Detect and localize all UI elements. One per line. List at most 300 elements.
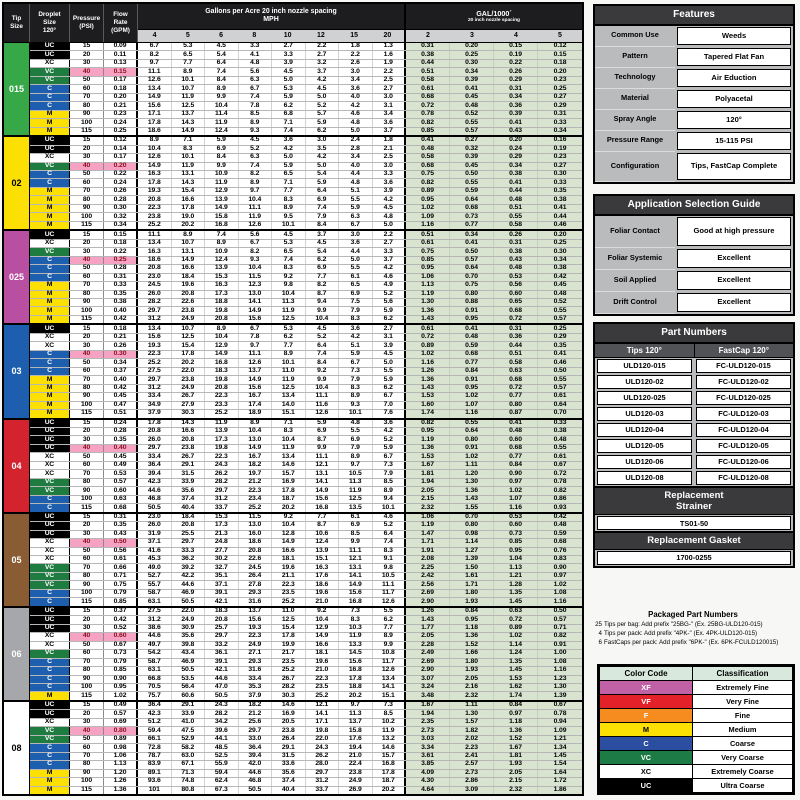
gal-value-cell: 2.32 — [494, 787, 538, 794]
gpa-value-cell: 31.2 — [138, 316, 172, 323]
gpa-value-cell: 11.1 — [239, 351, 273, 358]
gal-value-cell: 2.69 — [406, 590, 450, 597]
droplet-class-cell: UC — [30, 608, 70, 615]
feature-row — [595, 68, 793, 89]
gpa-value-cell: 22.3 — [272, 581, 306, 588]
pressure-cell: 60 — [70, 744, 104, 751]
application-row — [595, 292, 793, 314]
gpa-value-cell: 7.6 — [373, 410, 407, 417]
gpa-value-cell: 4.9 — [373, 282, 407, 289]
gpa-value-cell: 23.8 — [339, 770, 373, 777]
droplet-class-cell: XC — [30, 556, 70, 563]
gal-value-cell: 0.29 — [538, 102, 582, 109]
gal-value-cell: 1.39 — [450, 556, 494, 563]
gpa-value-cell: 42.0 — [239, 761, 273, 768]
droplet-class-cell: C — [30, 368, 70, 375]
gpa-value-cell: 9.3 — [239, 257, 273, 264]
pressure-cell: 20 — [70, 51, 104, 58]
gpa-value-cell: 11.1 — [239, 205, 273, 212]
gpa-value-cell: 17.8 — [138, 119, 172, 126]
gal-value-cell: 0.64 — [538, 402, 582, 409]
rate-row — [30, 178, 582, 186]
gpa-value-cell: 35.1 — [205, 573, 239, 580]
gal-value-cell: 0.84 — [494, 702, 538, 709]
gpa-value-cell: 16.0 — [239, 531, 273, 538]
gpa-value-cell: 40.4 — [172, 504, 206, 511]
gpa-value-cell: 47.5 — [172, 727, 206, 734]
gal-value-cell: 0.50 — [538, 368, 582, 375]
gpa-value-cell: 74.8 — [172, 778, 206, 785]
droplet-class-cell: M — [30, 128, 70, 135]
droplet-class-cell: M — [30, 111, 70, 118]
tip-part-number: ULD120-05 — [597, 439, 692, 453]
gpa-value-cell: 42.1 — [205, 667, 239, 674]
gal-value-cell: 0.95 — [494, 548, 538, 555]
gpa-value-cell: 23.5 — [306, 684, 340, 691]
gpa-value-cell: 25.6 — [239, 719, 273, 726]
gal-value-cell: 0.25 — [538, 240, 582, 247]
pressure-cell: 100 — [70, 307, 104, 314]
gpa-value-cell: 4.2 — [339, 102, 373, 109]
gpa-value-cell: 4.8 — [239, 60, 273, 67]
flow-rate-cell: 0.56 — [104, 548, 138, 555]
gpa-value-cell: 13.7 — [239, 368, 273, 375]
gpa-value-cell: 31.6 — [239, 667, 273, 674]
feature-label: Configuration — [595, 152, 675, 182]
gpa-value-cell: 6.5 — [272, 171, 306, 178]
gpa-value-cell: 13.0 — [239, 291, 273, 298]
gpa-value-cell: 33.2 — [205, 642, 239, 649]
gpa-value-cell: 42.1 — [205, 598, 239, 605]
gpa-value-cell: 5.0 — [306, 94, 340, 101]
gpa-value-cell: 28.2 — [272, 684, 306, 691]
gpa-value-cell: 5.1 — [339, 342, 373, 349]
gpa-value-cell: 11.9 — [205, 119, 239, 126]
gpa-value-cell: 6.7 — [239, 240, 273, 247]
gpa-value-cell: 18.3 — [205, 608, 239, 615]
gpa-value-cell: 13.9 — [205, 428, 239, 435]
gpa-value-cell: 14.9 — [272, 539, 306, 546]
gpa-value-cell: 3.9 — [272, 60, 306, 67]
gal-value-cell: 2.32 — [406, 504, 450, 511]
gpa-value-cell: 29.7 — [138, 445, 172, 452]
flow-rate-cell: 0.79 — [104, 590, 138, 597]
gal-value-cell: 3.48 — [406, 692, 450, 699]
gpa-value-cell: 3.3 — [272, 51, 306, 58]
gal-value-cell: 1.19 — [406, 522, 450, 529]
gpa-value-cell: 44.6 — [172, 581, 206, 588]
gal-value-cell: 1.54 — [538, 761, 582, 768]
gpa-value-cell: 8.4 — [306, 359, 340, 366]
feature-value: Tapered Flat Fan — [677, 48, 791, 66]
gal-value-cell: 1.06 — [406, 274, 450, 281]
rate-row — [30, 658, 582, 666]
gpa-value-cell: 19.6 — [306, 659, 340, 666]
flow-rate-cell: 0.37 — [104, 368, 138, 375]
rate-row — [30, 367, 582, 375]
flow-rate-cell: 0.34 — [104, 359, 138, 366]
gpa-value-cell: 9.5 — [272, 213, 306, 220]
rate-row — [30, 589, 582, 597]
gpa-value-cell: 8.2 — [138, 51, 172, 58]
droplet-class-cell: UC — [30, 616, 70, 623]
gal-value-cell: 0.61 — [406, 240, 450, 247]
gal-value-cell: 0.31 — [494, 240, 538, 247]
gpa-value-cell: 36.1 — [205, 650, 239, 657]
gpa-value-cell: 11.1 — [306, 393, 340, 400]
gal-value-cell: 1.52 — [494, 736, 538, 743]
gal-value-cell: 0.84 — [450, 608, 494, 615]
gpa-value-cell: 5.9 — [373, 445, 407, 452]
gpa-value-cell: 19.8 — [205, 445, 239, 452]
gpa-value-cell: 5.9 — [306, 119, 340, 126]
rate-row — [30, 503, 582, 511]
gpa-value-cell: 18.8 — [205, 299, 239, 306]
feature-label: Common Use — [595, 26, 675, 47]
flow-rate-cell: 0.21 — [104, 102, 138, 109]
gal-value-cell: 0.36 — [494, 102, 538, 109]
gpa-value-cell: 33.7 — [205, 504, 239, 511]
gpa-value-cell: 8.9 — [205, 240, 239, 247]
gpa-value-cell: 23.8 — [172, 376, 206, 383]
gpa-value-cell: 5.9 — [272, 163, 306, 170]
pressure-cell: 100 — [70, 402, 104, 409]
gpa-value-cell: 30.2 — [205, 556, 239, 563]
gpa-value-cell: 7.3 — [339, 368, 373, 375]
gpa-value-cell: 4.2 — [306, 77, 340, 84]
droplet-class-cell: M — [30, 205, 70, 212]
droplet-class-cell: M — [30, 385, 70, 392]
gpa-value-cell: 18.1 — [272, 556, 306, 563]
gpa-value-cell: 8.3 — [172, 146, 206, 153]
gpa-value-cell: 14.1 — [239, 299, 273, 306]
gpa-value-cell: 3.6 — [339, 85, 373, 92]
gpa-value-cell: 27.1 — [239, 650, 273, 657]
gal-value-cell: 1.62 — [494, 684, 538, 691]
gal-value-cell: 0.67 — [538, 702, 582, 709]
gal-value-cell: 2.57 — [450, 761, 494, 768]
flow-rate-cell: 0.18 — [104, 85, 138, 92]
gpa-value-cell: 15.6 — [138, 102, 172, 109]
rate-row — [30, 478, 582, 486]
pressure-cell: 80 — [70, 385, 104, 392]
gal-value-cell: 0.19 — [538, 146, 582, 153]
gpa-value-cell: 35.6 — [272, 770, 306, 777]
rate-row — [30, 101, 582, 109]
gpa-value-cell: 20.8 — [138, 265, 172, 272]
rate-row — [30, 743, 582, 751]
droplet-class-cell: C — [30, 171, 70, 178]
gal-value-cell: 0.55 — [494, 213, 538, 220]
tip-section-rows — [30, 231, 582, 323]
mph-column-label: 8 — [252, 32, 257, 39]
gal-value-cell: 1.61 — [450, 573, 494, 580]
gpa-value-cell: 42.3 — [138, 479, 172, 486]
rate-row — [30, 675, 582, 683]
droplet-class-cell: VC — [30, 581, 70, 588]
gal-value-cell: 0.97 — [494, 479, 538, 486]
droplet-class-cell: VC — [30, 564, 70, 571]
gpa-value-cell: 14.9 — [339, 581, 373, 588]
gpa-value-cell: 21.7 — [272, 650, 306, 657]
flow-rate-cell: 0.35 — [104, 522, 138, 529]
gpa-value-cell: 18.2 — [239, 462, 273, 469]
gpa-value-cell: 17.6 — [339, 736, 373, 743]
gpa-value-cell: 46.9 — [172, 590, 206, 597]
gpa-value-cell: 39.4 — [138, 470, 172, 477]
gal-value-cell: 1.71 — [450, 581, 494, 588]
gpa-value-cell: 14.1 — [306, 710, 340, 717]
gal-value-cell: 0.51 — [406, 231, 450, 238]
fastcap-part-number: FC-ULD120-05 — [696, 439, 791, 453]
gpa-value-cell: 11.9 — [172, 94, 206, 101]
gal-value-cell: 0.43 — [494, 257, 538, 264]
tip-size-tab: 025 — [4, 231, 30, 323]
gpa-value-cell: 18.3 — [205, 368, 239, 375]
gpa-value-cell: 6.4 — [373, 531, 407, 538]
rate-row — [30, 162, 582, 170]
gpa-value-cell: 10.1 — [373, 504, 407, 511]
gpa-value-cell: 6.5 — [272, 248, 306, 255]
gal-value-cell: 1.93 — [494, 761, 538, 768]
gpa-value-cell: 7.0 — [373, 402, 407, 409]
gal-value-cell: 0.33 — [538, 179, 582, 186]
gpa-value-cell: 15.6 — [306, 496, 340, 503]
droplet-class-cell: M — [30, 299, 70, 306]
gpa-value-cell: 33.4 — [138, 453, 172, 460]
gpa-value-cell: 11.9 — [205, 179, 239, 186]
gal-value-cell: 0.80 — [450, 522, 494, 529]
gal-value-cell: 1.36 — [406, 445, 450, 452]
gal-value-cell: 0.95 — [406, 265, 450, 272]
feature-value: Tips, FastCap Complete — [677, 153, 791, 180]
gal-value-cell: 1.80 — [450, 659, 494, 666]
pressure-cell: 115 — [70, 222, 104, 229]
gpa-value-cell: 7.9 — [306, 213, 340, 220]
gpa-value-cell: 16.3 — [138, 248, 172, 255]
tip-section — [4, 135, 582, 229]
gpa-value-cell: 8.2 — [306, 282, 340, 289]
gal-value-cell: 0.63 — [494, 368, 538, 375]
gpa-value-cell: 60.6 — [172, 692, 206, 699]
gpa-value-cell: 11.6 — [306, 402, 340, 409]
gal-value-cell: 4.30 — [406, 778, 450, 785]
droplet-class-cell: C — [30, 102, 70, 109]
pressure-cell: 60 — [70, 85, 104, 92]
header-line: Flow — [113, 11, 128, 19]
flow-rate-cell: 0.95 — [104, 684, 138, 691]
gpa-value-cell: 44.6 — [205, 676, 239, 683]
rate-row — [30, 777, 582, 785]
pressure-cell: 60 — [70, 179, 104, 186]
gal-value-cell: 0.57 — [538, 385, 582, 392]
gpa-value-cell: 7.4 — [306, 205, 340, 212]
rate-row — [30, 555, 582, 563]
gal-value-cell: 0.43 — [494, 128, 538, 135]
gpa-value-cell: 36.4 — [138, 702, 172, 709]
gpa-value-cell: 10.4 — [205, 334, 239, 341]
gpa-value-cell: 23.4 — [239, 496, 273, 503]
gal-value-cell: 1.16 — [406, 359, 450, 366]
gal-value-cell: 0.29 — [494, 154, 538, 161]
rate-row — [30, 495, 582, 503]
tip-part-number: ULD120-06 — [597, 455, 692, 469]
gpa-value-cell: 13.1 — [172, 248, 206, 255]
gpa-value-cell: 8.9 — [339, 453, 373, 460]
gpa-value-cell: 24.5 — [138, 282, 172, 289]
feature-row — [595, 131, 793, 152]
gal-value-cell: 0.75 — [450, 282, 494, 289]
rate-row — [30, 444, 582, 452]
flow-rate-cell: 0.67 — [104, 642, 138, 649]
droplet-class-cell: UC — [30, 428, 70, 435]
gpa-value-cell: 29.3 — [239, 659, 273, 666]
gal-value-cell: 0.77 — [494, 393, 538, 400]
gpa-value-cell: 12.5 — [172, 102, 206, 109]
gpa-value-cell: 10.4 — [239, 196, 273, 203]
gal-value-cell: 1.13 — [406, 282, 450, 289]
gpa-value-cell: 15.6 — [239, 385, 273, 392]
rate-row — [30, 358, 582, 366]
gal-value-cell: 0.27 — [538, 94, 582, 101]
gpa-value-cell: 24.3 — [205, 702, 239, 709]
gal-value-cell: 2.69 — [406, 659, 450, 666]
gal-value-cell: 0.72 — [494, 385, 538, 392]
gpa-value-cell: 7.4 — [205, 231, 239, 238]
gpa-value-cell: 3.0 — [306, 137, 340, 144]
gpa-value-cell: 59.4 — [205, 770, 239, 777]
droplet-class-cell: XC — [30, 548, 70, 555]
gpa-value-cell: 7.4 — [306, 351, 340, 358]
gpa-value-cell: 17.8 — [272, 487, 306, 494]
gpa-value-cell: 12.1 — [339, 556, 373, 563]
packaged-line — [590, 621, 796, 630]
droplet-class-cell: XC — [30, 539, 70, 546]
gpa-value-cell: 4.2 — [272, 146, 306, 153]
gpa-value-cell: 13.9 — [205, 196, 239, 203]
gpa-value-cell: 19.3 — [138, 188, 172, 195]
gal-value-cell: 0.31 — [406, 43, 450, 50]
gpa-value-cell: 101 — [138, 787, 172, 794]
gpa-value-cell: 16.8 — [205, 359, 239, 366]
rate-row — [30, 264, 582, 272]
gpa-value-cell: 14.9 — [138, 163, 172, 170]
gpa-value-cell: 17.4 — [239, 402, 273, 409]
gal-value-cell: 0.46 — [538, 359, 582, 366]
gpa-value-cell: 18.7 — [373, 778, 407, 785]
flow-rate-cell: 0.80 — [104, 727, 138, 734]
pressure-cell: 30 — [70, 154, 104, 161]
gal-value-cell: 0.58 — [406, 77, 450, 84]
gal-value-cell: 0.38 — [538, 428, 582, 435]
gal-value-cell: 0.55 — [450, 420, 494, 427]
gal-value-cell: 1.02 — [406, 205, 450, 212]
gpa-value-cell: 22.3 — [205, 453, 239, 460]
gpa-value-cell: 3.4 — [339, 77, 373, 84]
gpa-value-cell: 5.9 — [205, 137, 239, 144]
gpa-value-cell: 23.8 — [272, 727, 306, 734]
gpa-value-cell: 31.2 — [306, 778, 340, 785]
gpa-value-cell: 5.0 — [339, 128, 373, 135]
tip-section-rows — [30, 420, 582, 512]
rate-row — [30, 735, 582, 743]
gpa-value-cell: 6.4 — [306, 188, 340, 195]
gpa-value-cell: 3.6 — [339, 325, 373, 332]
gal-value-cell: 1.81 — [494, 753, 538, 760]
gpa-value-cell: 22.3 — [239, 633, 273, 640]
gpa-value-cell: 2.7 — [373, 325, 407, 332]
rate-row — [30, 521, 582, 529]
classification-column-header: Classification — [692, 666, 793, 681]
gal-value-cell: 0.93 — [538, 504, 582, 511]
gal-value-cell: 0.19 — [494, 51, 538, 58]
gpa-value-cell: 29.7 — [205, 487, 239, 494]
gpa-value-cell: 19.6 — [272, 564, 306, 571]
pressure-cell: 115 — [70, 598, 104, 605]
droplet-class-cell: UC — [30, 436, 70, 443]
droplet-class-cell: C — [30, 274, 70, 281]
gpa-value-cell: 4.5 — [306, 85, 340, 92]
color-code-row — [599, 723, 793, 737]
feature-row — [595, 89, 793, 110]
gpa-value-cell: 7.8 — [239, 334, 273, 341]
gpa-value-cell: 39.6 — [205, 727, 239, 734]
gpa-value-cell: 25.2 — [138, 222, 172, 229]
gpa-value-cell: 22.0 — [306, 736, 340, 743]
droplet-class-cell: C — [30, 761, 70, 768]
tip-size-tab: 06 — [4, 608, 30, 700]
gal-value-cell: 0.65 — [494, 299, 538, 306]
gal-value-cell: 0.33 — [538, 420, 582, 427]
droplet-class-cell: M — [30, 770, 70, 777]
flow-rate-cell: 1.02 — [104, 692, 138, 699]
gpa-value-cell: 5.2 — [373, 522, 407, 529]
rate-row — [30, 110, 582, 118]
gpa-value-cell: 5.9 — [339, 351, 373, 358]
pressure-cell: 15 — [70, 137, 104, 144]
gpa-value-cell: 20.8 — [172, 291, 206, 298]
rate-row — [30, 375, 582, 383]
gpa-value-cell: 33.3 — [172, 548, 206, 555]
flow-rate-cell: 0.17 — [104, 77, 138, 84]
pressure-cell: 20 — [70, 710, 104, 717]
gal-value-cell: 0.48 — [450, 334, 494, 341]
gpa-value-cell: 31.5 — [172, 470, 206, 477]
gal-value-cell: 1.07 — [450, 402, 494, 409]
gpa-value-cell: 8.2 — [239, 171, 273, 178]
gpa-value-cell: 2.6 — [339, 60, 373, 67]
droplet-class-cell: M — [30, 402, 70, 409]
droplet-class-cell: C — [30, 351, 70, 358]
gal-value-cell: 2.08 — [406, 556, 450, 563]
gpa-value-cell: 7.4 — [239, 94, 273, 101]
gpa-value-cell: 13.9 — [205, 265, 239, 272]
gpa-value-cell: 3.5 — [306, 146, 340, 153]
flow-rate-cell: 0.21 — [104, 334, 138, 341]
gal-value-cell: 1.26 — [406, 368, 450, 375]
gpa-value-cell: 5.9 — [272, 94, 306, 101]
gal-value-cell: 0.44 — [494, 188, 538, 195]
gal-value-cell: 1.21 — [494, 573, 538, 580]
flow-rate-cell: 0.66 — [104, 564, 138, 571]
gal-value-cell: 2.73 — [450, 770, 494, 777]
rate-row — [30, 231, 582, 238]
gal-value-cell: 0.42 — [538, 514, 582, 521]
tip-size-tab: 05 — [4, 514, 30, 606]
gpa-value-cell: 4.2 — [339, 334, 373, 341]
gpa-value-cell: 46.9 — [172, 659, 206, 666]
gpa-value-cell: 6.7 — [239, 85, 273, 92]
